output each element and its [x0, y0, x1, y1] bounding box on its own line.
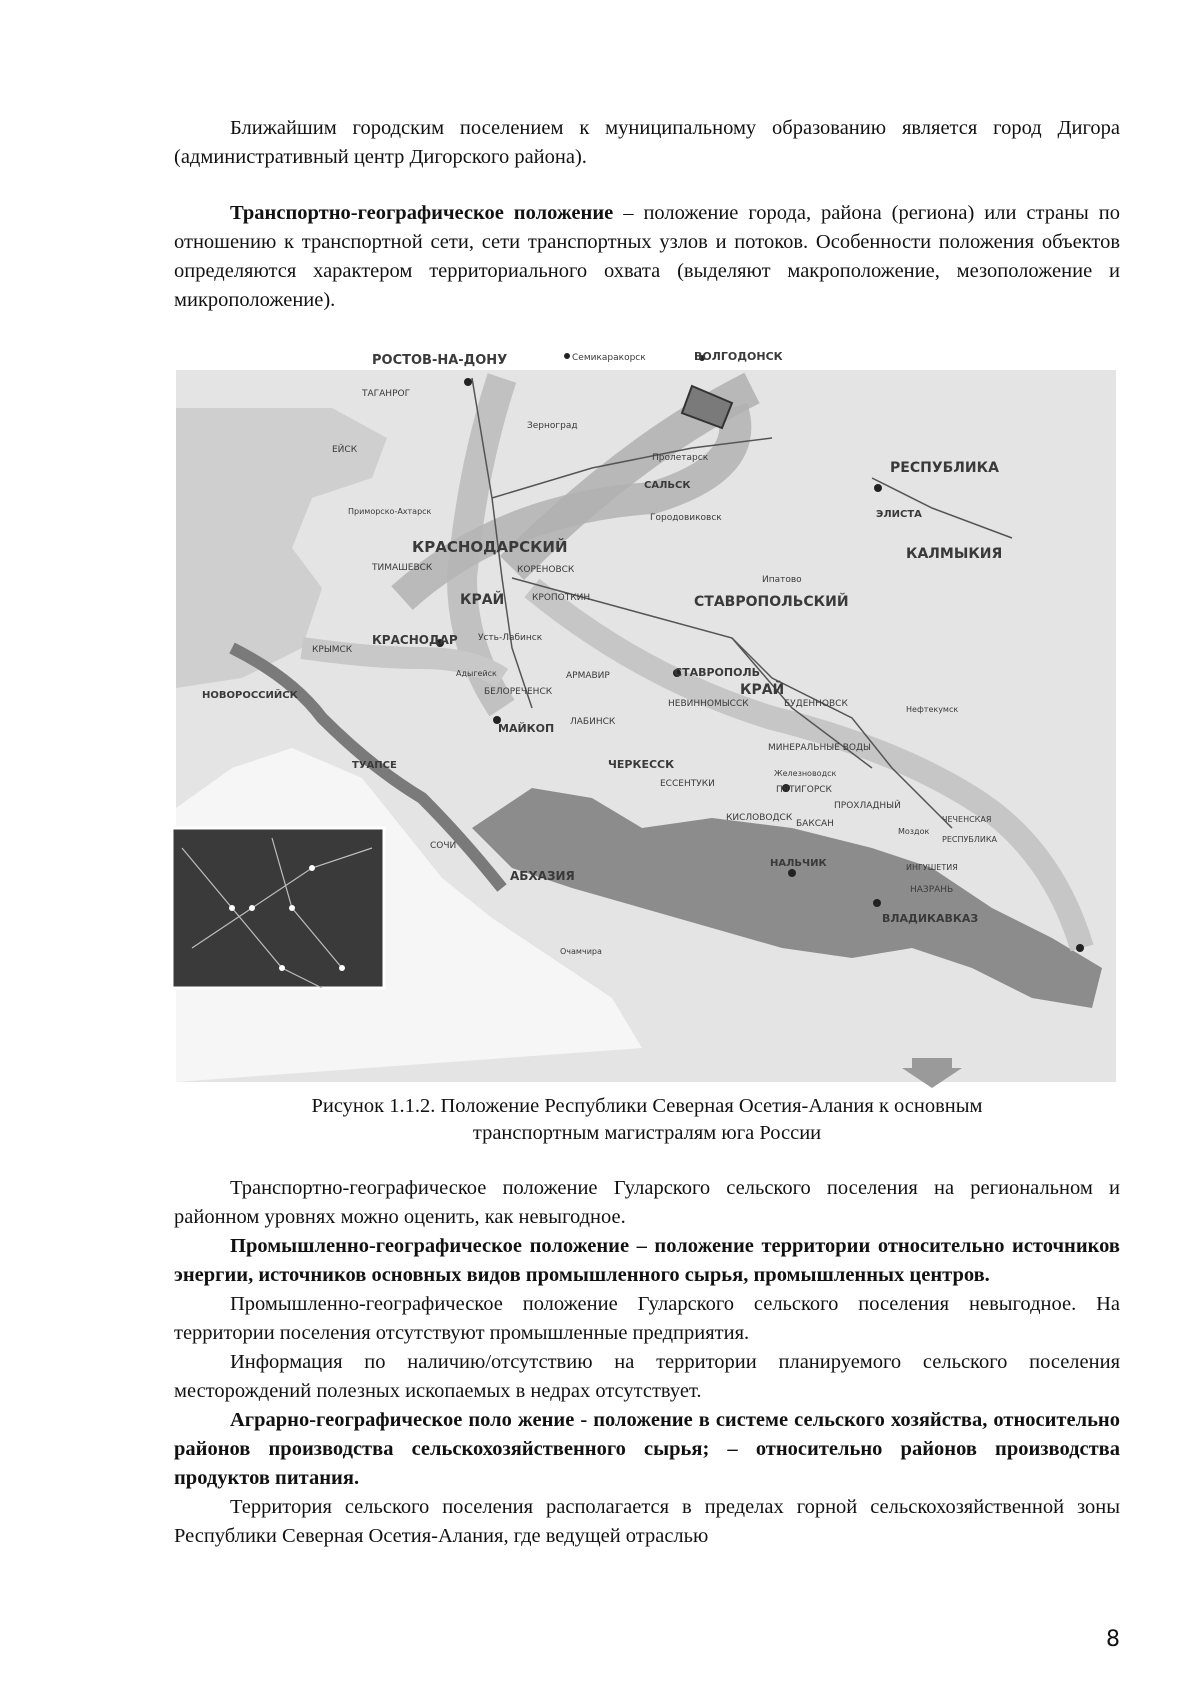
- map-label-prokhladny: ПРОХЛАДНЫЙ: [834, 801, 901, 811]
- paragraph-minerals: Информация по наличию/отсутствию на территории планируемого сельского поселения месторождений полезных ископаемых в недрах отсутствует.: [174, 1351, 1120, 1402]
- map-label-mozdok: Моздок: [898, 827, 930, 836]
- paragraph-transport-definition: [174, 199, 1120, 315]
- paragraph-industrial-assessment: Промышленно-географическое положение Гуларского сельского поселения невыгодное. На территории поселения отсутствуют промышленные предприятия.: [174, 1293, 1120, 1344]
- map-label-elista: ЭЛИСТА: [876, 509, 922, 520]
- map-label-stavropol: СТАВРОПОЛЬ: [674, 666, 760, 679]
- map-label-belorechensk: БЕЛОРЕЧЕНСК: [484, 687, 553, 697]
- map-label-zheleznovodsk: Железноводск: [774, 769, 837, 778]
- map-label-zernograd: Зерноград: [527, 421, 578, 431]
- map-label-kislovodsk: КИСЛОВОДСК: [726, 813, 793, 823]
- definition-text: – положение города, района (региона) или страны по отношению к транспортной сети, сети транспортных узлов и потоков. Особенности положения объектов определяются характером территориального охвата (выделяют макроположение, мезоположение и микроположение).: [174, 202, 1121, 311]
- map-label-mineralnye: МИНЕРАЛЬНЫЕ ВОДЫ: [768, 743, 871, 753]
- map-label-eysk: ЕЙСК: [332, 445, 358, 455]
- map-label-taganrog: ТАГАНРОГ: [362, 389, 411, 399]
- map-label-nevinnomyssk: НЕВИННОМЫССК: [668, 699, 749, 709]
- map-label-respublika2: РЕСПУБЛИКА: [942, 835, 997, 844]
- map-label-krasnodarsky: КРАСНОДАРСКИЙ: [412, 538, 568, 556]
- map-label-salsk: САЛЬСК: [644, 480, 691, 491]
- map-label-krymsk: КРЫМСК: [312, 645, 353, 655]
- map-label-sochi: СОЧИ: [430, 841, 457, 851]
- map-label-timashevsk: ТИМАШЕВСК: [372, 563, 433, 573]
- map-label-gorodovikovsk: Городовиковск: [650, 513, 722, 523]
- map-label-ingushetia: ИНГУШЕТИЯ: [906, 863, 958, 872]
- map-label-abkhazia: АБХАЗИЯ: [510, 869, 575, 883]
- map-label-budennovsk: БУДЕННОВСК: [784, 699, 848, 709]
- paragraph-industrial-definition: Промышленно-географическое положение – положение территории относительно источников энергии, источников основных видов промышленного сырья, промышленных центров.: [174, 1235, 1120, 1286]
- lower-text-block: [174, 1174, 1120, 1551]
- map-label-essentuki: ЕССЕНТУКИ: [660, 779, 715, 789]
- paragraph-text: Ближайшим городским поселением к муниципальному образованию является город Дигора (административный центр Дигорского района).: [174, 117, 1120, 168]
- map-label-stavropolsky: СТАВРОПОЛЬСКИЙ: [694, 594, 849, 610]
- map-label-neftekumsk: Нефтекумск: [906, 705, 959, 714]
- map-label-ochamchira: Очамчира: [560, 947, 602, 956]
- page-number: 8: [1106, 1627, 1120, 1652]
- map-label-tuapse: ТУАПСЕ: [352, 760, 397, 771]
- map-label-nazran: НАЗРАНЬ: [910, 885, 954, 895]
- paragraph-agrarian-zone: Территория сельского поселения располагается в пределах горной сельскохозяйственной зоны Республики Северная Осетия-Алания, где ведущей отраслью: [174, 1496, 1120, 1547]
- figure-caption: [174, 1093, 1120, 1147]
- caption-line-2: транспортным магистралям юга России: [472, 1122, 822, 1144]
- map-label-maykop: МАЙКОП: [498, 722, 555, 735]
- map-label-baksan: БАКСАН: [796, 819, 834, 829]
- map-label-ust-labinsk: Усть-Лабинск: [478, 633, 543, 643]
- map-label-primorsko: Приморско-Ахтарск: [348, 507, 432, 516]
- paragraph-agrarian-definition: Аграрно-географическое поло жение - положение в системе сельского хозяйства, относительно районов производства сельскохозяйственного сырья; – относительно районов производства продуктов питания.: [174, 1409, 1120, 1489]
- map-label-chechen: ЧЕЧЕНСКАЯ: [942, 815, 992, 824]
- map-label-cherkessk: ЧЕРКЕССК: [608, 758, 675, 771]
- map-label-kropotkin: КРОПОТКИН: [532, 593, 591, 603]
- map-label-adygeysk: Адыгейск: [456, 669, 497, 678]
- caption-line-1: Рисунок 1.1.2. Положение Республики Северная Осетия-Алания к основным: [311, 1095, 983, 1117]
- map-label-labinsk: ЛАБИНСК: [570, 717, 616, 727]
- map-label-volgodonsk: ВОЛГОДОНСК: [694, 350, 783, 363]
- map-label-nalchik: НАЛЬЧИК: [770, 858, 827, 869]
- paragraph-nearest-town: [174, 114, 1120, 172]
- map-label-armavir: АРМАВИР: [566, 671, 610, 681]
- map-label-semikarakorsk: Семикаракорск: [572, 353, 646, 363]
- map-label-vladikavkaz: ВЛАДИКАВКАЗ: [882, 912, 979, 925]
- map-label-korenovsk: КОРЕНОВСК: [517, 565, 575, 575]
- map-label-novorossiysk: НОВОРОССИЙСК: [202, 690, 298, 701]
- term-transport-position: Транспортно-географическое положение: [230, 202, 614, 224]
- map-label-respublika: РЕСПУБЛИКА: [890, 460, 999, 476]
- transport-map-figure: [172, 348, 1120, 1089]
- map-label-rostov: РОСТОВ-НА-ДОНУ: [372, 353, 508, 368]
- map-label-krai2: КРАЙ: [740, 682, 785, 698]
- map-label-pyatigorsk: ПЯТИГОРСК: [776, 785, 832, 795]
- map-label-ipatovo: Ипатово: [762, 575, 802, 585]
- map-label-krasnodar: КРАСНОДАР: [372, 633, 458, 647]
- map-label-krai1: КРАЙ: [460, 592, 505, 608]
- map-label-proletarsk: Пролетарск: [652, 453, 709, 463]
- map-label-kalmykia: КАЛМЫКИЯ: [906, 546, 1003, 562]
- paragraph-transport-assessment: Транспортно-географическое положение Гуларского сельского поселения на региональном и районном уровнях можно оценить, как невыгодное.: [174, 1177, 1120, 1228]
